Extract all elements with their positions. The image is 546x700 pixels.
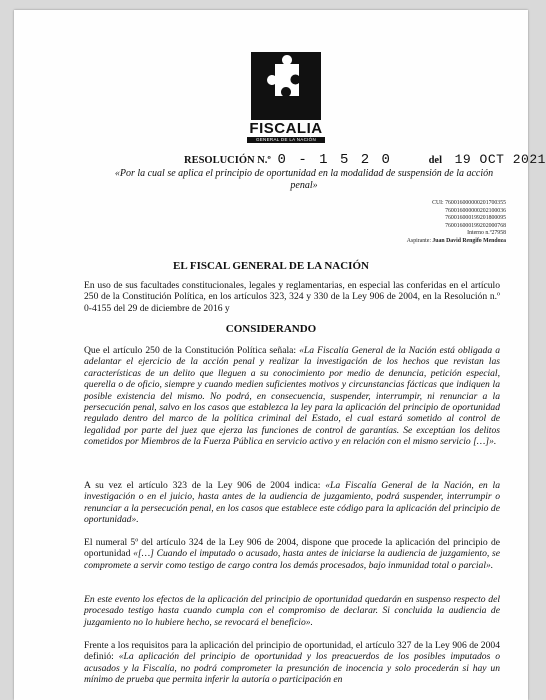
heading-fiscal-general: EL FISCAL GENERAL DE LA NACIÓN bbox=[173, 260, 369, 272]
interno-number: Interno n.º27958 bbox=[467, 230, 506, 237]
cui-line: 760016000199202000768 bbox=[445, 222, 506, 229]
paragraph-lead: El numeral 5º del artículo 324 de la Ley 906 de 2004, dispone que procede la aplicación del principio de oportunidad bbox=[84, 537, 500, 560]
logo-subtitle: GENERAL DE LA NACIÓN bbox=[247, 137, 325, 143]
heading-considerando: CONSIDERANDO bbox=[225, 323, 317, 335]
cui-line: 760016000199201800095 bbox=[445, 215, 506, 222]
puzzle-piece-icon bbox=[251, 52, 321, 120]
aspirante-label: Aspirante: bbox=[406, 237, 431, 244]
paragraph-quote: En este evento los efectos de la aplicación del principio de oportunidad quedarán en suspenso respecto del procesado testigo hasta cuando cumpla con el compromiso de declarar. Si concluida la audiencia de juzgamiento no lo hubiere hecho, se revocará el beneficio». bbox=[84, 594, 500, 628]
paragraph-art-250 bbox=[84, 345, 500, 448]
paragraph-art-324 bbox=[84, 537, 500, 571]
paragraph-quote: «La Fiscalía General de la Nación está obligada a adelantar el ejercicio de la acción penal y realizar la investigación de los hechos que revistan las características de un delito que lleguen a su conocimiento por medio de denuncia, petición especial, querella o de oficio, siempre y cuando medien suficientes motivos y circunstancias fácticas que indiquen la posible existencia del mismo. No podrá, en consecuencia, suspender, interrumpir, ni renunciar a la persecución penal, salvo en los casos que establezca la ley para la aplicación del principio de oportunidad regulado dentro del marco de la política criminal del Estado, el cual estará sometido al control de legalidad por parte del juez que ejerza las funciones de control de garantías. Se exceptúan los delitos cometidos por Miembros de la Fuerza Pública en servicio activo y en relación con el mismo servicio […]». bbox=[84, 345, 500, 448]
resolution-number: 0 - 1 5 2 0 bbox=[277, 152, 392, 168]
paragraph-quote: «La Fiscalía General de la Nación, en la investigación o en el juicio, hasta antes de la audiencia de juzgamiento, podrá suspender, interrumpir o renunciar a la persecución penal, en los casos que establece este código para la aplicación del principio de oportunidad». bbox=[84, 480, 500, 526]
cui-line: CUI: 760016000000201700355 bbox=[432, 200, 506, 206]
document-page bbox=[14, 10, 546, 700]
paragraph-lead: A su vez el artículo 323 de la Ley 906 de 2004 indica: bbox=[84, 480, 326, 491]
resolution-subtitle: «Por la cual se aplica el principio de oportunidad en la modalidad de suspensión de la acción penal» bbox=[114, 168, 494, 191]
resolution-date: 19 OCT 2021 bbox=[454, 152, 546, 167]
resolution-line bbox=[184, 152, 546, 168]
aspirante-line bbox=[407, 238, 506, 246]
paragraph-effects bbox=[84, 594, 500, 628]
cui-line: 760016000000202100036 bbox=[445, 207, 506, 214]
paragraph-art-327 bbox=[84, 640, 500, 686]
aspirante-name: Juan David Rengifo Mendoza bbox=[432, 237, 506, 244]
paragraph-quote: «[…] Cuando el imputado o acusado, hasta antes de iniciarse la audiencia de juzgamiento, se compromete a servir como testigo de cargo contra los demás procesados, bajo inmunidad total o parcial». bbox=[84, 548, 501, 571]
resolution-date-label: del bbox=[428, 155, 442, 166]
paragraph-lead: Frente a los requisitos para la aplicación del principio de oportunidad, el artículo 327 de la Ley 906 de 2004 definió: bbox=[84, 640, 500, 663]
intro-paragraph: En uso de sus facultades constitucionales, legales y reglamentarias, en especial las conferidas en el artículo 250 de la Constitución Política, en los artículos 323, 324 y 330 de la Ley 906 de 2004, en la Resolución n.º 0-4155 del 29 de diciembre de 2016 y bbox=[84, 280, 500, 314]
resolution-label: RESOLUCIÓN N.º bbox=[184, 155, 271, 166]
logo-name: FISCALIA bbox=[249, 120, 323, 137]
fiscalia-logo bbox=[247, 52, 325, 143]
paragraph-lead: Que el artículo 250 de la Constitución Política señala: bbox=[84, 345, 300, 356]
cui-block bbox=[407, 200, 506, 246]
paragraph-quote: «La aplicación del principio de oportunidad y los preacuerdos de los posibles imputados o acusados y la Fiscalía, no podrá comprometer la presunción de inocencia y solo procederán si hay un mínimo de prueba que permita inferir la autoría o participación en bbox=[84, 651, 500, 686]
paragraph-art-323 bbox=[84, 480, 500, 526]
